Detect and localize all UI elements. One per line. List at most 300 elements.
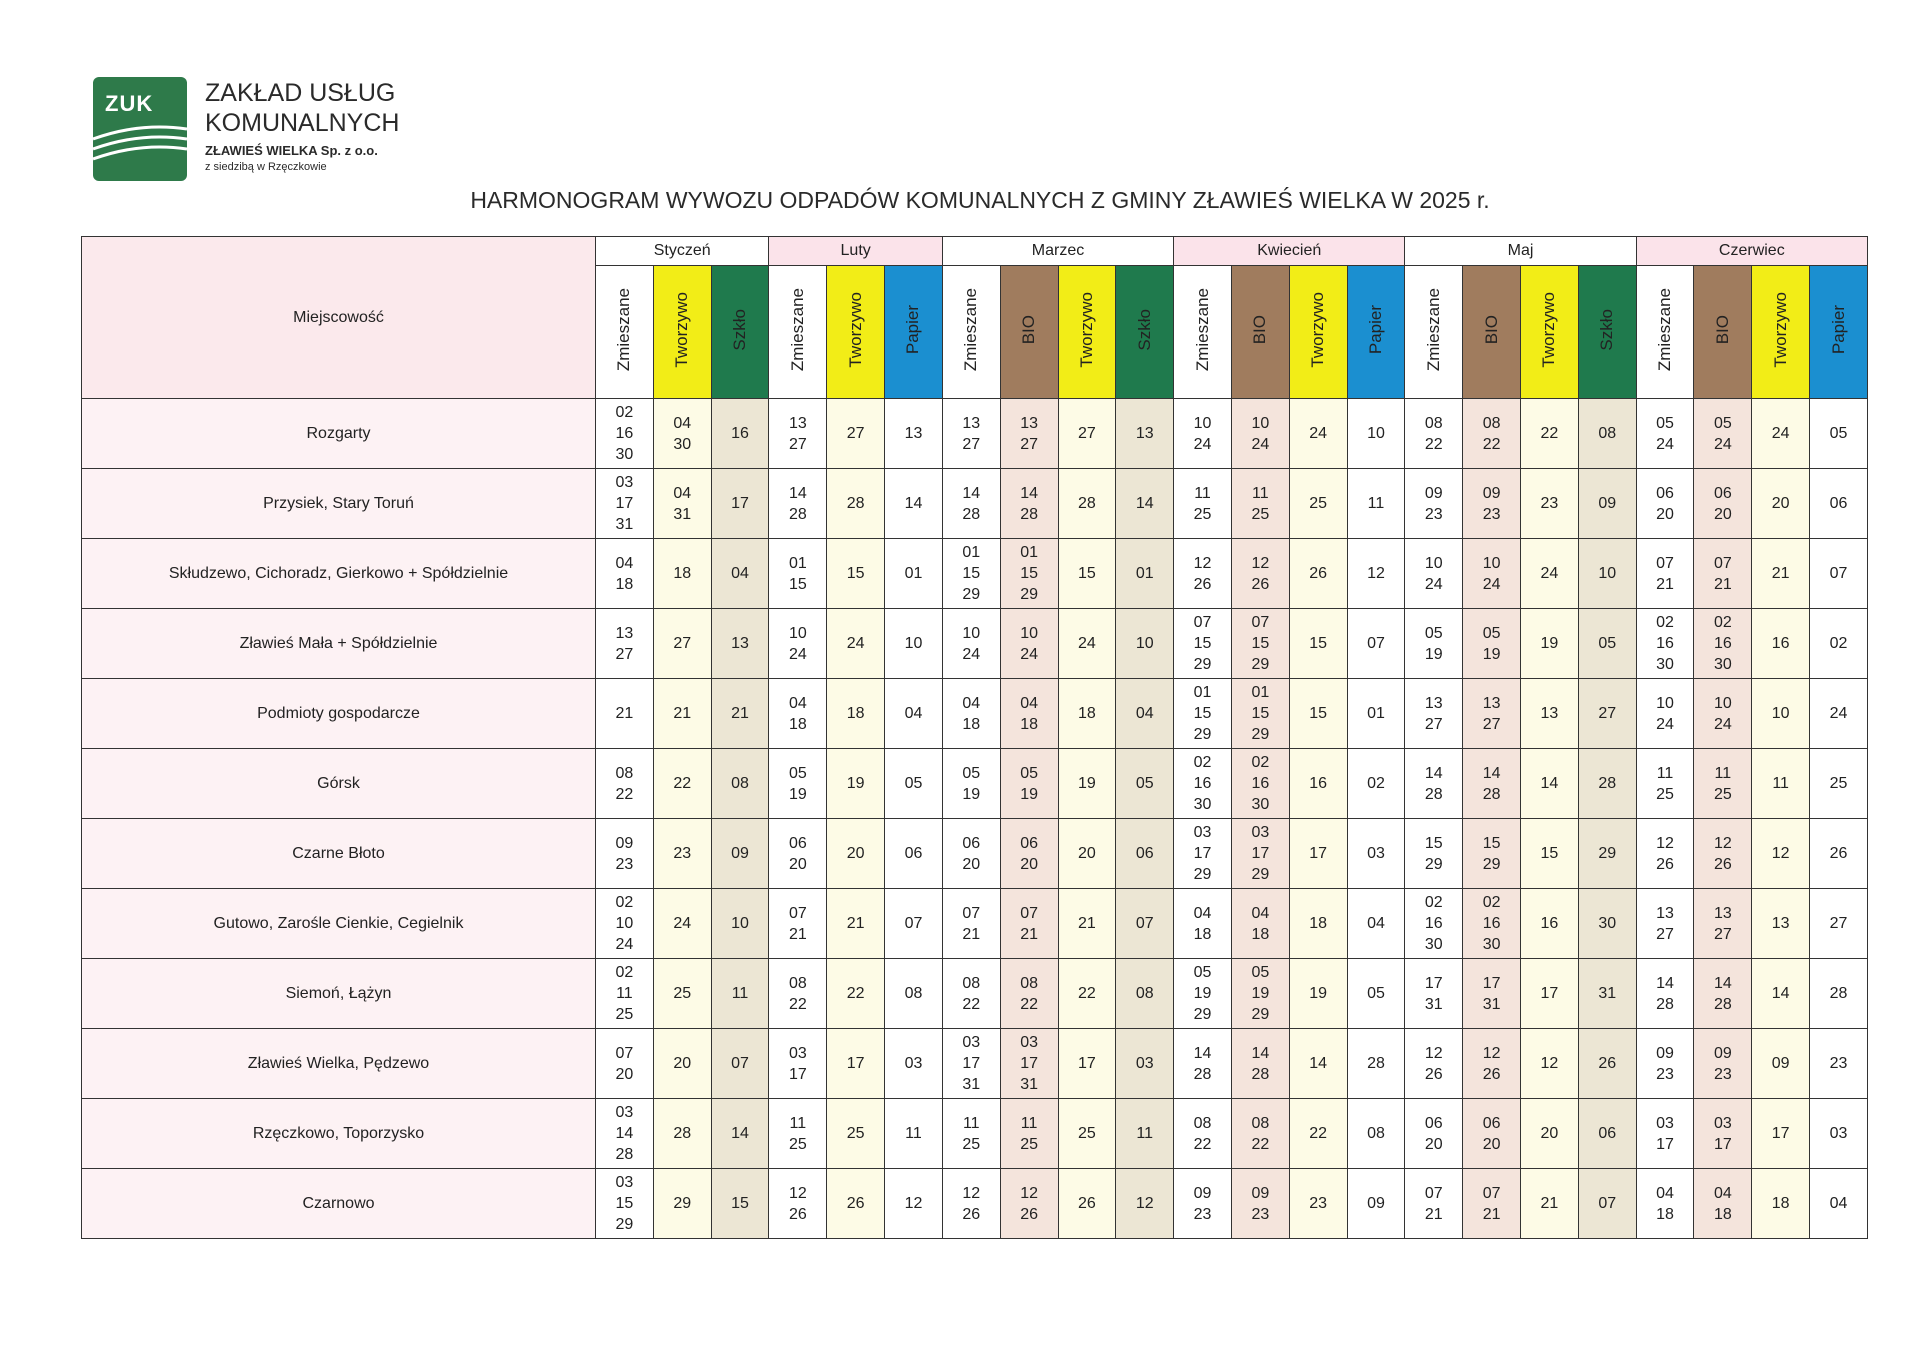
pickup-day: 31	[673, 505, 692, 523]
pickup-day: 25	[788, 1135, 807, 1153]
column-header-bio	[1463, 266, 1521, 399]
pickup-day: 27	[1424, 715, 1443, 733]
pickup-day: 08	[788, 974, 807, 992]
pickup-day: 25	[1193, 505, 1212, 523]
pickup-day: 28	[1713, 995, 1732, 1013]
pickup-day: 07	[1193, 614, 1212, 631]
pickup-day: 07	[1829, 565, 1848, 582]
date-cell	[1289, 1099, 1347, 1169]
date-cell	[1694, 609, 1752, 679]
pickup-day: 09	[1424, 484, 1443, 502]
date-cell	[1694, 1099, 1752, 1169]
pickup-day: 28	[615, 1146, 634, 1163]
date-cell	[885, 889, 943, 959]
pickup-day: 09	[1367, 1195, 1385, 1212]
pickup-day: 12	[1020, 1184, 1038, 1202]
pickup-day: 23	[1540, 495, 1559, 512]
date-cell	[1116, 959, 1174, 1029]
date-cell	[596, 399, 654, 469]
column-header-bio	[1694, 266, 1752, 399]
date-cell	[1231, 749, 1289, 819]
date-cell	[1000, 819, 1058, 889]
pickup-day: 11	[1194, 484, 1211, 502]
date-cell	[1752, 889, 1810, 959]
date-cell	[1405, 1099, 1463, 1169]
date-cell	[1463, 469, 1521, 539]
date-cell	[711, 819, 769, 889]
pickup-day: 20	[1713, 505, 1732, 523]
date-cell	[1174, 609, 1232, 679]
date-cell	[1231, 469, 1289, 539]
column-header-label: Szkło	[730, 308, 750, 351]
pickup-day: 26	[788, 1205, 807, 1223]
pickup-day: 08	[1482, 414, 1501, 432]
pickup-day: 12	[1540, 1055, 1559, 1072]
pickup-day: 15	[1424, 834, 1443, 852]
pickup-day: 03	[615, 1104, 634, 1121]
column-header-label: BIO	[1019, 314, 1039, 345]
table-row	[82, 1099, 1868, 1169]
column-header-tworzywo	[653, 266, 711, 399]
pickup-day: 08	[1135, 985, 1154, 1002]
date-cell	[1231, 679, 1289, 749]
pickup-day: 31	[1020, 1076, 1038, 1093]
pickup-day: 24	[673, 915, 692, 932]
pickup-day: 03	[1135, 1055, 1154, 1072]
pickup-day: 15	[846, 565, 865, 582]
location-cell: Rzęczkowo, Toporzysko	[82, 1099, 596, 1169]
pickup-day: 04	[1251, 904, 1270, 922]
pickup-day: 02	[615, 404, 634, 421]
pickup-day: 08	[731, 775, 749, 792]
pickup-day: 21	[962, 925, 981, 943]
date-cell	[885, 1099, 943, 1169]
pickup-day: 18	[1656, 1205, 1674, 1223]
date-cell	[885, 959, 943, 1029]
date-cell	[1636, 679, 1694, 749]
column-header-label: Zmieszane	[1423, 287, 1443, 372]
pickup-day: 11	[1772, 775, 1789, 792]
table-row	[82, 679, 1868, 749]
pickup-day: 15	[1020, 565, 1038, 582]
pickup-day: 05	[1251, 964, 1270, 981]
date-cell	[827, 819, 885, 889]
pickup-day: 25	[615, 1006, 634, 1023]
pickup-day: 27	[1656, 925, 1674, 943]
pickup-day: 11	[905, 1125, 922, 1142]
pickup-day: 15	[1193, 705, 1212, 722]
table-row	[82, 819, 1868, 889]
pickup-day: 22	[1193, 1135, 1212, 1153]
pickup-day: 20	[1020, 855, 1038, 873]
pickup-day: 02	[1713, 614, 1732, 631]
pickup-day: 05	[1424, 624, 1443, 642]
pickup-day: 18	[962, 715, 981, 733]
pickup-day: 20	[1771, 495, 1790, 512]
pickup-day: 28	[1020, 505, 1038, 523]
date-cell	[1636, 399, 1694, 469]
date-cell	[1694, 1029, 1752, 1099]
pickup-day: 29	[615, 1216, 634, 1233]
pickup-day: 15	[1309, 635, 1328, 652]
pickup-day: 29	[1251, 656, 1270, 673]
date-cell	[1810, 889, 1868, 959]
pickup-day: 15	[788, 575, 807, 593]
date-cell	[1405, 399, 1463, 469]
date-cell	[1578, 609, 1636, 679]
pickup-day: 17	[1424, 974, 1443, 992]
pickup-day: 20	[1078, 845, 1096, 862]
pickup-day: 20	[1540, 1125, 1559, 1142]
date-cell	[653, 609, 711, 679]
date-cell	[1810, 609, 1868, 679]
date-cell	[1521, 469, 1579, 539]
date-cell	[1752, 469, 1810, 539]
date-cell	[827, 959, 885, 1029]
pickup-day: 21	[1020, 925, 1038, 943]
pickup-day: 18	[788, 715, 807, 733]
date-cell	[1116, 749, 1174, 819]
pickup-day: 30	[615, 446, 634, 463]
table-row	[82, 399, 1868, 469]
date-cell	[827, 1099, 885, 1169]
pickup-day: 17	[1020, 1055, 1038, 1072]
pickup-day: 14	[904, 495, 923, 512]
pickup-day: 12	[1713, 834, 1732, 852]
date-cell	[827, 539, 885, 609]
date-cell	[1231, 1029, 1289, 1099]
date-cell	[1231, 1169, 1289, 1239]
date-cell	[1463, 539, 1521, 609]
date-cell	[1752, 749, 1810, 819]
pickup-day: 26	[1020, 1205, 1038, 1223]
pickup-day: 10	[1367, 425, 1385, 442]
date-cell	[1636, 469, 1694, 539]
pickup-day: 05	[1656, 414, 1674, 432]
pickup-day: 10	[615, 915, 634, 932]
pickup-day: 21	[788, 925, 807, 943]
column-header-papier	[1810, 266, 1868, 399]
pickup-day: 23	[1251, 1205, 1270, 1223]
date-cell	[942, 469, 1000, 539]
date-cell	[653, 539, 711, 609]
pickup-day: 30	[1251, 796, 1270, 813]
pickup-day: 15	[731, 1195, 749, 1212]
column-header-papier	[1347, 266, 1405, 399]
pickup-day: 01	[904, 565, 923, 582]
date-cell	[1347, 889, 1405, 959]
pickup-day: 11	[731, 985, 749, 1002]
date-cell	[653, 889, 711, 959]
pickup-day: 23	[1309, 1195, 1328, 1212]
pickup-day: 17	[1656, 1135, 1674, 1153]
pickup-day: 22	[788, 995, 807, 1013]
pickup-day: 19	[846, 775, 865, 792]
pickup-day: 05	[962, 764, 981, 782]
pickup-day: 22	[1251, 1135, 1270, 1153]
pickup-day: 11	[616, 985, 633, 1002]
date-cell	[1578, 1099, 1636, 1169]
pickup-day: 08	[962, 974, 981, 992]
pickup-day: 02	[1424, 894, 1443, 911]
pickup-day: 29	[1020, 586, 1038, 603]
pickup-day: 14	[1424, 764, 1443, 782]
date-cell	[1636, 1169, 1694, 1239]
date-cell	[1347, 1099, 1405, 1169]
date-cell	[1347, 1029, 1405, 1099]
date-cell	[769, 609, 827, 679]
pickup-day: 26	[1424, 1065, 1443, 1083]
pickup-day: 02	[615, 964, 634, 981]
column-header-label: Tworzywo	[845, 291, 865, 368]
date-cell	[1405, 679, 1463, 749]
pickup-day: 05	[1135, 775, 1154, 792]
date-cell	[827, 609, 885, 679]
column-header-label: BIO	[1481, 314, 1501, 345]
pickup-day: 24	[1656, 715, 1674, 733]
date-cell	[1347, 959, 1405, 1029]
pickup-day: 15	[1482, 834, 1501, 852]
pickup-day: 27	[1020, 435, 1038, 453]
pickup-day: 15	[1078, 565, 1096, 582]
date-cell	[1058, 1099, 1116, 1169]
date-cell	[711, 749, 769, 819]
location-cell: Skłudzewo, Cichoradz, Gierkowo + Spółdzielnie	[82, 539, 596, 609]
date-cell	[1463, 1099, 1521, 1169]
pickup-day: 06	[1656, 484, 1674, 502]
date-cell	[653, 959, 711, 1029]
pickup-day: 11	[1367, 495, 1385, 512]
date-cell	[711, 1099, 769, 1169]
pickup-day: 31	[962, 1076, 981, 1093]
date-cell	[1289, 749, 1347, 819]
pickup-day: 27	[846, 425, 865, 442]
pickup-day: 13	[731, 635, 749, 652]
company-name	[205, 78, 399, 174]
pickup-day: 26	[1482, 1065, 1501, 1083]
pickup-day: 02	[1251, 754, 1270, 771]
date-cell	[1174, 1099, 1232, 1169]
pickup-day: 12	[1135, 1195, 1154, 1212]
location-cell: Przysiek, Stary Toruń	[82, 469, 596, 539]
pickup-day: 25	[673, 985, 692, 1002]
pickup-day: 26	[962, 1205, 981, 1223]
date-cell	[1116, 1169, 1174, 1239]
date-cell	[1000, 609, 1058, 679]
date-cell	[711, 609, 769, 679]
date-cell	[769, 469, 827, 539]
date-cell	[1578, 679, 1636, 749]
date-cell	[1347, 819, 1405, 889]
column-header-label: Szkło	[1134, 308, 1154, 351]
pickup-day: 07	[1251, 614, 1270, 631]
date-cell	[1058, 1169, 1116, 1239]
date-cell	[1405, 469, 1463, 539]
date-cell	[711, 1169, 769, 1239]
pickup-day: 02	[1367, 775, 1385, 792]
pickup-day: 23	[1193, 1205, 1212, 1223]
date-cell	[1000, 1029, 1058, 1099]
date-cell	[1694, 749, 1752, 819]
table-row	[82, 749, 1868, 819]
date-cell	[827, 679, 885, 749]
pickup-day: 23	[1829, 1055, 1848, 1072]
pickup-day: 10	[1656, 694, 1674, 712]
pickup-day: 03	[1020, 1034, 1038, 1051]
pickup-day: 17	[615, 495, 634, 512]
pickup-day: 21	[1713, 575, 1732, 593]
date-cell	[1347, 679, 1405, 749]
date-cell	[1289, 1029, 1347, 1099]
pickup-day: 14	[1193, 1044, 1212, 1062]
pickup-day: 25	[846, 1125, 865, 1142]
date-cell	[1636, 609, 1694, 679]
pickup-day: 05	[1482, 624, 1501, 642]
pickup-day: 24	[1193, 435, 1212, 453]
pickup-day: 27	[1078, 425, 1096, 442]
pickup-day: 25	[962, 1135, 981, 1153]
pickup-day: 22	[1020, 995, 1038, 1013]
date-cell	[1116, 889, 1174, 959]
pickup-day: 22	[1482, 435, 1501, 453]
month-czerwiec: Czerwiec	[1636, 237, 1867, 266]
pickup-day: 18	[1020, 715, 1038, 733]
date-cell	[1578, 469, 1636, 539]
date-cell	[596, 609, 654, 679]
pickup-day: 20	[1482, 1135, 1501, 1153]
pickup-day: 01	[1367, 705, 1385, 722]
pickup-day: 29	[1193, 866, 1212, 883]
date-cell	[1694, 399, 1752, 469]
pickup-day: 06	[904, 845, 923, 862]
pickup-day: 18	[1078, 705, 1096, 722]
pickup-day: 10	[788, 624, 807, 642]
pickup-day: 12	[1251, 554, 1270, 572]
pickup-day: 15	[615, 1195, 634, 1212]
pickup-day: 14	[1771, 985, 1790, 1002]
pickup-day: 14	[1251, 1044, 1270, 1062]
date-cell	[1174, 749, 1232, 819]
date-cell	[1752, 1099, 1810, 1169]
date-cell	[1231, 609, 1289, 679]
date-cell	[1116, 399, 1174, 469]
date-cell	[1405, 749, 1463, 819]
column-header-label: Tworzywo	[672, 291, 692, 368]
pickup-day: 21	[1424, 1205, 1443, 1223]
date-cell	[1694, 959, 1752, 1029]
pickup-day: 17	[1482, 974, 1501, 992]
pickup-day: 28	[673, 1125, 692, 1142]
date-cell	[1058, 889, 1116, 959]
pickup-day: 13	[1424, 694, 1443, 712]
date-cell	[653, 819, 711, 889]
pickup-day: 22	[1309, 1125, 1328, 1142]
pickup-day: 12	[962, 1184, 981, 1202]
column-header-zmieszane	[1636, 266, 1694, 399]
date-cell	[1174, 679, 1232, 749]
pickup-day: 14	[1020, 484, 1038, 502]
date-cell	[596, 889, 654, 959]
location-header: Miejscowość	[82, 237, 596, 399]
date-cell	[1405, 959, 1463, 1029]
pickup-day: 19	[962, 785, 981, 803]
date-cell	[885, 539, 943, 609]
pickup-day: 26	[1251, 575, 1270, 593]
date-cell	[1347, 749, 1405, 819]
date-cell	[653, 1099, 711, 1169]
pickup-day: 28	[1367, 1055, 1385, 1072]
pickup-day: 06	[1829, 495, 1848, 512]
pickup-day: 02	[1482, 894, 1501, 911]
pickup-day: 14	[1482, 764, 1501, 782]
pickup-day: 28	[846, 495, 865, 512]
date-cell	[1578, 749, 1636, 819]
pickup-day: 15	[1193, 635, 1212, 652]
pickup-day: 09	[1598, 495, 1617, 512]
date-cell	[1405, 819, 1463, 889]
date-cell	[1521, 399, 1579, 469]
month-styczen: Styczeń	[596, 237, 769, 266]
pickup-day: 17	[1193, 845, 1212, 862]
date-cell	[711, 469, 769, 539]
date-cell	[596, 539, 654, 609]
date-cell	[1578, 1029, 1636, 1099]
pickup-day: 07	[962, 904, 981, 922]
pickup-day: 28	[788, 505, 807, 523]
table-row	[82, 539, 1868, 609]
pickup-day: 22	[1078, 985, 1096, 1002]
pickup-day: 16	[1251, 775, 1270, 792]
pickup-day: 03	[788, 1044, 807, 1062]
pickup-day: 24	[788, 645, 807, 663]
date-cell	[1521, 1029, 1579, 1099]
pickup-day: 06	[962, 834, 981, 852]
pickup-day: 21	[1482, 1205, 1501, 1223]
pickup-day: 14	[1309, 1055, 1328, 1072]
date-cell	[1231, 399, 1289, 469]
date-cell	[1174, 469, 1232, 539]
pickup-day: 11	[1020, 1114, 1038, 1132]
date-cell	[769, 889, 827, 959]
date-cell	[1058, 469, 1116, 539]
pickup-day: 21	[846, 915, 865, 932]
pickup-day: 12	[1424, 1044, 1443, 1062]
table-row	[82, 889, 1868, 959]
date-cell	[1578, 959, 1636, 1029]
column-header-label: Szkło	[1597, 308, 1617, 351]
date-cell	[942, 889, 1000, 959]
date-cell	[1463, 889, 1521, 959]
date-cell	[1116, 539, 1174, 609]
pickup-day: 04	[1367, 915, 1385, 932]
date-cell	[1578, 399, 1636, 469]
pickup-day: 03	[1713, 1114, 1732, 1132]
date-cell	[942, 959, 1000, 1029]
pickup-day: 29	[962, 586, 981, 603]
pickup-day: 17	[846, 1055, 865, 1072]
date-cell	[769, 1169, 827, 1239]
date-cell	[827, 469, 885, 539]
pickup-day: 21	[1771, 565, 1790, 582]
pickup-day: 26	[846, 1195, 865, 1212]
date-cell	[1347, 609, 1405, 679]
date-cell	[1521, 539, 1579, 609]
date-cell	[1694, 469, 1752, 539]
date-cell	[1463, 679, 1521, 749]
pickup-day: 16	[1771, 635, 1790, 652]
pickup-day: 02	[1656, 614, 1674, 631]
pickup-day: 22	[615, 785, 634, 803]
